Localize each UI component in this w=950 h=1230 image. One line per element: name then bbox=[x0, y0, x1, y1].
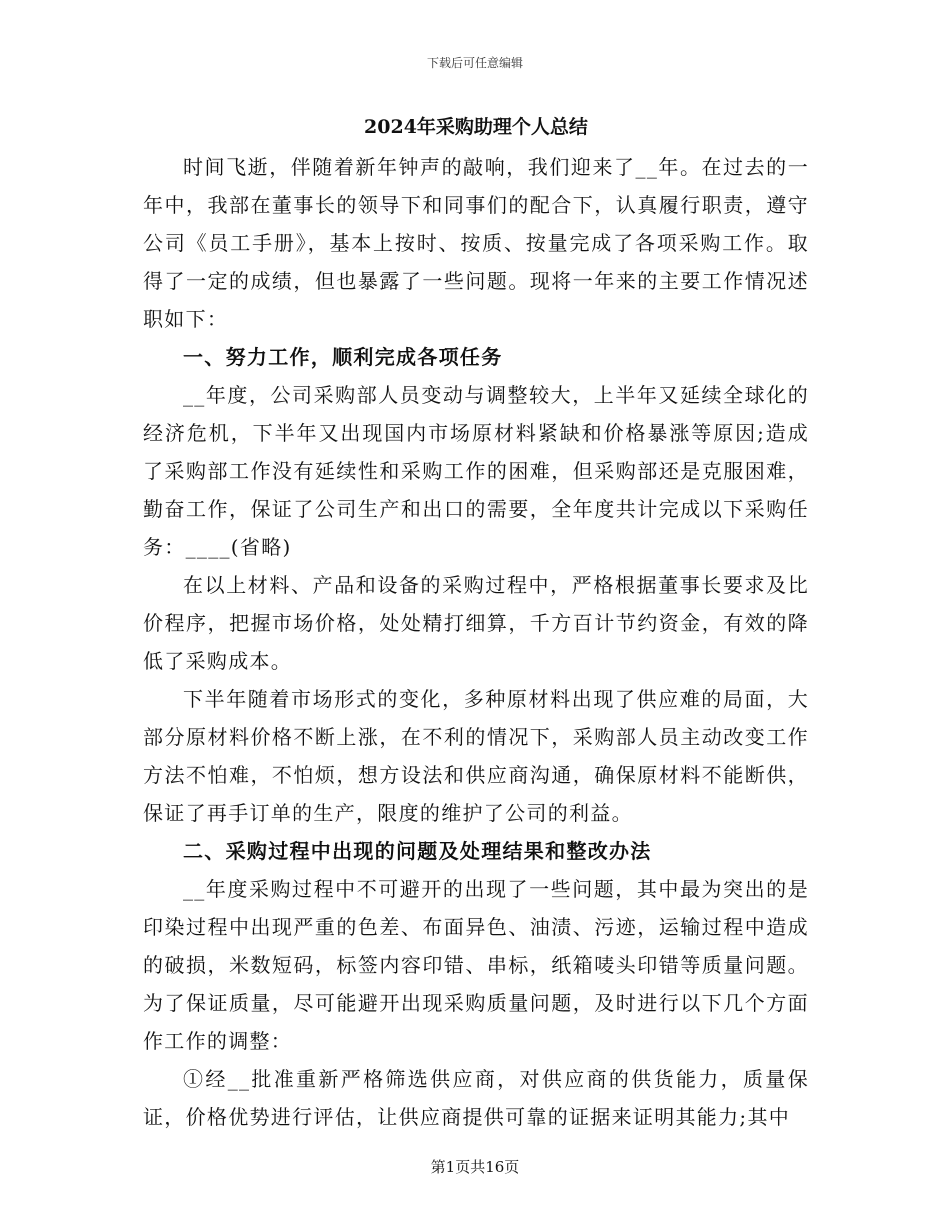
document-body bbox=[143, 110, 809, 1136]
paragraph-tasks: __年度，公司采购部人员变动与调整较大，上半年又延续全球化的经济危机，下半年又出现国内市场原材料紧缺和价格暴涨等原因;造成了采购部工作没有延续性和采购工作的困难，但采购部还是克服困难，勤奋工作，保证了公司生产和出口的需要，全年度共计完成以下采购任务：____(省略) bbox=[143, 383, 809, 559]
paragraph-market: 下半年随着市场形式的变化，多种原材料出现了供应难的局面，大部分原材料价格不断上涨，在不利的情况下，采购部人员主动改变工作方法不怕难，不怕烦，想方设法和供应商沟通，确保原材料不能断供，保证了再手订单的生产，限度的维护了公司的利益。 bbox=[143, 687, 809, 825]
document-title: 2024年采购助理个人总结 bbox=[364, 116, 588, 138]
paragraph-problems: __年度采购过程中不可避开的出现了一些问题，其中最为突出的是印染过程中出现严重的色差、布面异色、油渍、污迹，运输过程中造成的破损，米数短码，标签内容印错、串标，纸箱唛头印错等质量问题。为了保证质量，尽可能避开出现采购质量问题，及时进行以下几个方面作工作的调整： bbox=[143, 877, 809, 1053]
paragraph-cost: 在以上材料、产品和设备的采购过程中，严格根据董事长要求及比价程序，把握市场价格，处处精打细算，千方百计节约资金，有效的降低了采购成本。 bbox=[143, 573, 809, 673]
header-note: 下载后可任意编辑 bbox=[426, 56, 523, 70]
paragraph-intro: 时间飞逝，伴随着新年钟声的敲响，我们迎来了__年。在过去的一年中，我部在董事长的领导下和同事们的配合下，认真履行职责，遵守公司《员工手册》，基本上按时、按质、按量完成了各项采购工作。取得了一定的成绩，但也暴露了一些问题。现将一年来的主要工作情况述职如下： bbox=[143, 155, 809, 331]
paragraph-measure-1: ①经__批准重新严格筛选供应商，对供应商的供货能力，质量保证，价格优势进行评估，让供应商提供可靠的证据来证明其能力;其中 bbox=[143, 1067, 809, 1129]
page-number: 第1页共16页 bbox=[430, 1158, 520, 1176]
section-heading-1: 一、努力工作，顺利完成各项任务 bbox=[183, 345, 503, 369]
section-heading-2: 二、采购过程中出现的问题及处理结果和整改办法 bbox=[183, 839, 652, 863]
